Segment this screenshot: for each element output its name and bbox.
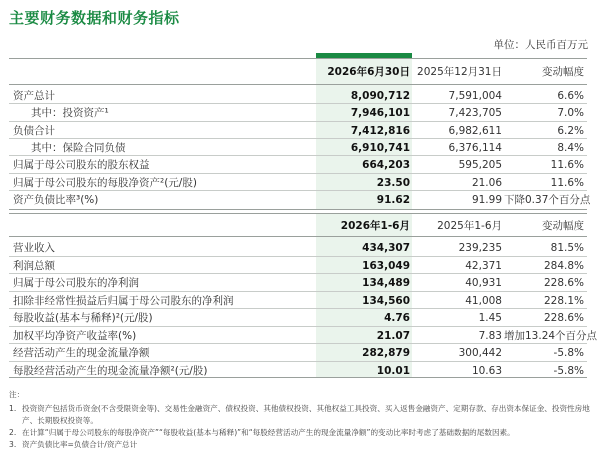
row-label: 资产负债比率³(%) (13, 193, 99, 206)
change-value: 增加13.24个百分点 (504, 329, 598, 342)
row-label: 归属于母公司股东的净利润 (13, 277, 139, 289)
table1-bottom-rule (9, 209, 587, 210)
unit-label: 单位：人民币百万元 (493, 39, 588, 51)
row-label: 其中：投资资产¹ (31, 107, 109, 120)
previous-value: 40,931 (465, 277, 502, 289)
note-item (9, 427, 594, 439)
change-value: 228.6% (543, 277, 584, 289)
change-value: 11.6% (550, 176, 584, 189)
table-row (9, 310, 587, 326)
previous-value: 239,235 (458, 242, 502, 254)
table2-header-previous: 2025年1-6月 (437, 220, 502, 232)
previous-value: 7.83 (478, 329, 502, 342)
current-value: 6,910,741 (350, 141, 410, 154)
change-value: 下降0.37个百分点 (504, 193, 591, 206)
current-value: 91.62 (376, 193, 410, 206)
table-row (9, 345, 587, 361)
row-label: 归属于母公司股东的每股净资产²(元/股) (13, 176, 197, 189)
page-title: 主要财务数据和财务指标 (9, 9, 180, 27)
current-value: 7,946,101 (350, 107, 410, 120)
note-item (9, 439, 594, 451)
row-divider (9, 308, 587, 309)
previous-value: 41,008 (465, 294, 502, 307)
table2-top-rule (9, 213, 587, 214)
table-row (9, 105, 587, 121)
row-label: 每股经营活动产生的现金流量净额²(元/股) (13, 364, 208, 377)
row-label: 经营活动产生的现金流量净额 (13, 347, 150, 359)
change-value: 6.6% (557, 90, 584, 102)
previous-value: 6,982,611 (448, 124, 502, 137)
previous-value: 300,442 (458, 347, 502, 359)
current-value: 434,307 (362, 242, 410, 254)
table1-header-current: 2026年6月30日 (327, 66, 410, 78)
change-value: 228.6% (543, 312, 584, 324)
table-row (9, 293, 587, 309)
row-label: 加权平均净资产收益率(%) (13, 329, 137, 342)
table2-bottom-rule (9, 377, 587, 378)
change-value: -5.8% (553, 347, 584, 359)
current-value: 7,412,816 (350, 124, 410, 137)
previous-value: 21.06 (471, 176, 502, 189)
current-value: 23.50 (376, 176, 410, 189)
current-value: 134,489 (362, 277, 410, 289)
row-label: 负债合计 (13, 124, 55, 137)
current-value: 21.07 (376, 329, 410, 342)
change-value: 228.1% (543, 294, 584, 307)
row-divider (9, 326, 587, 327)
table2-header-current: 2026年1-6月 (340, 220, 410, 232)
row-divider (9, 273, 587, 274)
row-divider (9, 361, 587, 362)
current-value: 8,090,712 (350, 90, 410, 102)
row-divider (9, 190, 587, 191)
row-divider (9, 155, 587, 156)
table-row (9, 175, 587, 191)
table1-top-rule (9, 58, 587, 59)
current-value: 282,879 (362, 347, 410, 359)
note-text: 资产负债比率=负债合计/资产总计 (22, 440, 138, 449)
table2-header-rule (9, 236, 587, 237)
change-value: -5.8% (553, 364, 584, 377)
row-divider (9, 256, 587, 257)
notes-heading: 注： (9, 390, 25, 399)
footnotes (9, 389, 594, 451)
row-divider (9, 343, 587, 344)
current-value: 10.01 (376, 364, 410, 377)
previous-value: 595,205 (458, 159, 502, 172)
current-value: 664,203 (362, 159, 410, 172)
row-label: 其中：保险合同负债 (31, 141, 126, 154)
previous-value: 10.63 (471, 364, 502, 377)
previous-value: 6,376,114 (448, 141, 502, 154)
previous-value: 91.99 (471, 193, 502, 206)
table1-header-change: 变动幅度 (542, 66, 584, 78)
row-divider (9, 103, 587, 104)
change-value: 6.2% (557, 124, 584, 137)
table-row (9, 123, 587, 139)
current-value: 163,049 (362, 259, 410, 272)
previous-value: 42,371 (465, 259, 502, 272)
row-label: 每股收益(基本与稀释)²(元/股) (13, 312, 153, 324)
note-number: 3. (9, 440, 17, 449)
previous-value: 7,423,705 (448, 107, 502, 120)
table-row (9, 88, 587, 104)
row-label: 归属于母公司股东的股东权益 (13, 159, 150, 172)
note-text: 投资资产包括货币资金(不含受限资金等)、交易性金融资产、债权投资、其他债权投资、其他权益工具投资、买入返售金融资产、定期存款、存出资本保证金、投资性房地产、长期股权投资等。 (22, 404, 590, 425)
row-label: 扣除非经常性损益后归属于母公司股东的净利润 (13, 294, 234, 307)
table-row (9, 140, 587, 156)
table-row (9, 240, 587, 256)
table2-header-row (9, 218, 587, 234)
table-row (9, 157, 587, 173)
table-row (9, 328, 598, 344)
change-value: 8.4% (557, 141, 584, 154)
row-label: 利润总额 (13, 259, 55, 272)
previous-value: 7,591,004 (448, 90, 502, 102)
table1-header-previous: 2025年12月31日 (417, 66, 502, 78)
row-divider (9, 173, 587, 174)
table2-header-change: 变动幅度 (542, 220, 584, 232)
table-row (9, 275, 587, 291)
note-number: 2. (9, 428, 17, 437)
previous-value: 1.45 (478, 312, 502, 324)
note-item (9, 403, 594, 427)
current-value: 4.76 (384, 312, 410, 324)
row-divider (9, 138, 587, 139)
row-divider (9, 121, 587, 122)
change-value: 81.5% (550, 242, 584, 254)
note-text: 在计算“归属于母公司股东的每股净资产”“每股收益(基本与稀释)”和“每股经营活动产生的现金流量净额”的变动比率时考虑了基础数据的尾数因素。 (22, 428, 515, 437)
table1-header-row (9, 64, 587, 80)
table-row (9, 258, 587, 274)
row-label: 营业收入 (13, 242, 55, 254)
current-value: 134,560 (362, 294, 410, 307)
change-value: 284.8% (543, 259, 584, 272)
change-value: 11.6% (550, 159, 584, 172)
table-row (9, 192, 591, 208)
table1-header-rule (9, 84, 587, 85)
note-number: 1. (9, 404, 17, 413)
row-label: 资产总计 (13, 90, 55, 102)
row-divider (9, 291, 587, 292)
change-value: 7.0% (557, 107, 584, 120)
